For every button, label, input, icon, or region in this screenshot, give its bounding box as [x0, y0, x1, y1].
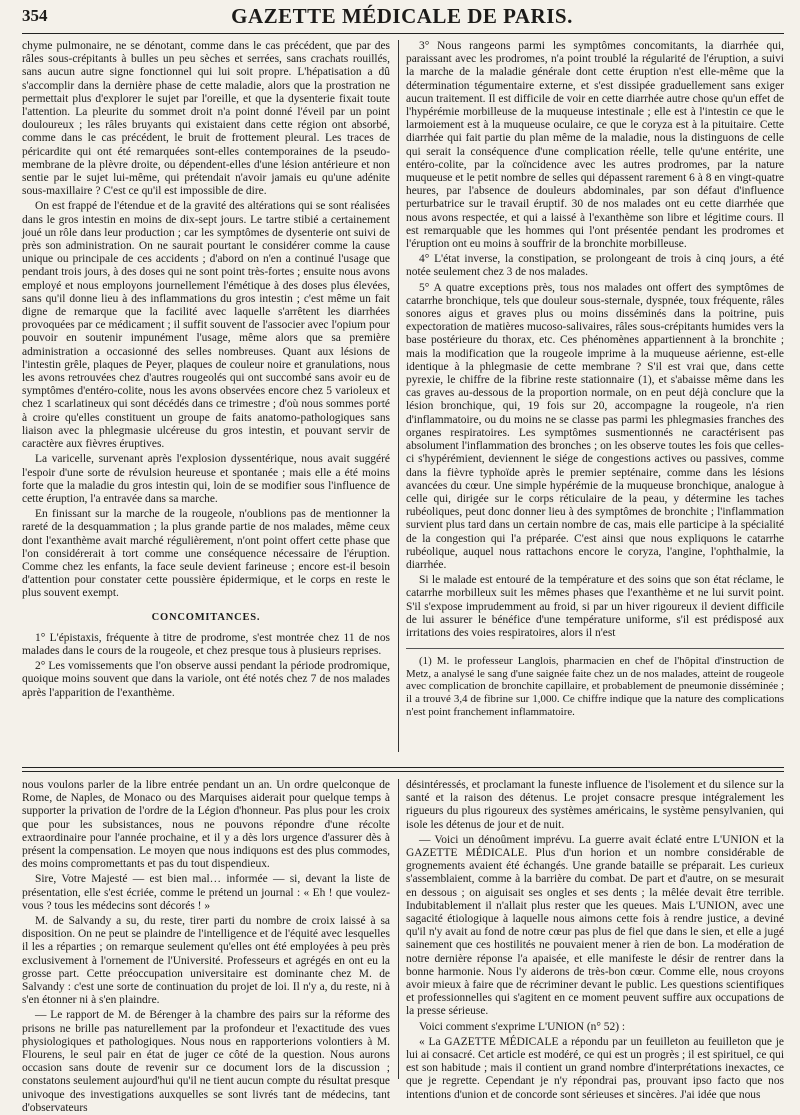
top-column-divider — [398, 40, 399, 752]
paragraph: La varicelle, survenant après l'explosion dyssentérique, nous avait suggéré l'espoir d'une sorte de révulsion heureuse et spontanée ; mais elle a été moins forte que la maladie du gros intestin qui, loin de se modifier sous l'influence de cette éruption, l'a entravée dans sa marche. — [22, 453, 390, 505]
page-number: 354 — [22, 6, 48, 25]
feuilleton-rule-inner — [22, 771, 784, 772]
top-left-column — [22, 40, 390, 752]
paragraph: On est frappé de l'étendue et de la gravité des altérations qui se sont réalisées dans le gros intestin en moins de dix-sept jours. Le tartre stibié a certainement joué un rôle dans leur production ; car les symptômes de dysenterie ont suivi de près son administration. On ne saurait pourtant le considérer comme la cause unique ou principale de ces accidents ; d'abord on n'en a continué l'usage que pendant trois jours, à des doses qui ne sont point très-fortes ; ensuite nous avons employé et nous employons journellement l'émétique à des doses plus élevées, sans qu'il donne lieu à des inflammations du gros intestin ; c'est même un fait digne de remarque que la facilité avec laquelle s'arrêtent les diarrhées provoquées par ce médicament ; il suffit souvent de l'associer avec l'opium pour pouvoir en soutenir impunément l'usage, même alors que sa première administration a occasionné des selles nombreuses. Quant aux lésions de l'intestin grêle, plaques de Peyer, plaques de couleur noire et granulations, nous les avons retrouvées chez d'autres rougeolés qui ont succombé sans avoir eu de symptômes d'entéro-colite, nous les avons observées encore chez 5 varioleux et chez 1 scarlatineux qui sont décédés dans ce trimestre ; d'où nous sommes porté à croire qu'elles constituent un groupe de faits anatomo-pathologiques sans liaison avec la phlegmasie ulcéreuse du gros intestin, et pouvant servir de caractère aux fièvres éruptives. — [22, 200, 390, 451]
paragraph: Sire, Votre Majesté — est bien mal… informée — si, devant la liste de présentation, elle s'est écriée, comme le prétend un journal : « Eh ! que voulez-vous ? tous les médecins sont décorés ! » — [22, 873, 390, 912]
paragraph: 3° Nous rangeons parmi les symptômes concomitants, la diarrhée qui, paraissant avec les prodromes, n'a point troublé la régularité de l'éruption, a suivi la marche de la maladie générale dont cette éruption n'est elle-même que la détermination tégumentaire externe, et s'est dissipée graduellement sans exiger aucun traitement. Il est difficile de voir en cette diarrhée autre chose qu'un effet de l'hypérémie morbilleuse de la muqueuse intestinale ; elle est à l'intestin ce que le larmoiement est à la muqueuse oculaire, ce que le coryza est à la pituitaire. Cette diarrhée qui fait partie du plan même de la maladie, nous la distinguons de celle qui serait la conséquence d'une complication réelle, telle qu'une entérite, une entéro-colite, par la coïncidence avec les autres prodromes, par la nature muqueuse et le petit nombre de selles qui dépassent rarement 6 à 8 en vingt-quatre heures, par l'absence de douleurs abdominales, par son défaut d'influence perturbatrice sur le travail éruptif. 30 de nos malades ont eu cette diarrhée que nous avons respectée, et qui a laissé à l'exanthème son libre et légitime cours. Il est remarquable que les hommes qui l'ont présentée pendant les prodromes et l'éruption ont eu moins à souffrir de la bronchite morbilleuse. — [406, 40, 784, 251]
paragraph: — Voici un dénoûment imprévu. La guerre avait éclaté entre L'UNION et la GAZETTE MÉDICALE. Plus d'un horion et un nombre considérable de grognements avaient été échangés. Une grande bataille se préparait. Les curieux s'assemblaient, comme à la barrière du combat. De part et d'autre, on se mesurait en dessous ; on aiguisait ses ongles et ses dents ; la mêlée devait être terrible. Indubitablement il n'allait plus rester que les queues. Mais L'UNION, avec une sagacité étiologique à laquelle nous aimons cette fois à rendre justice, a deviné qu'il n'y avait au fond de notre cœur pas plus de fiel que dans le sien, et elle a jugé sainement que ces hostilités ne pouvaient mener à rien de bon. La modération de notre dernière réponse l'a apaisée, et elle manifeste le désir de rentrer dans la bonne harmonie. Nous l'y aiderons de très-bon cœur. Comme elle, nous croyons avoir mieux à faire que de récriminer devant le public. Les questions scientifiques et professionnelles qui s'agitent en ce moment peuvent suffire aux occupations de la presse sérieuse. — [406, 833, 784, 1018]
paragraph: chyme pulmonaire, ne se dénotant, comme dans le cas précédent, que par des râles sous-crépitants à bulles un peu sèches et serrées, sans crachats rouillés, sans aucun autre signe fonctionnel qui lui soit propre. L'hépatisation a dû s'accomplir dans la dernière phase de cette maladie, alors que la prostration ne permettait plus d'explorer le sujet par l'oreille, et que la dysenterie fixait toute l'attention. La pleurite du sommet droit n'a point donné l'éveil par un point douloureux ; les râles bruyants qui existaient dans cette région ont absorbé, comme dans le cas précédent, le bruit de frottement pleural. Les traces de péricardite qui ont été remarquées sont-elles contemporaines de la pseudo-membrane de la plèvre droite, ou dépendent-elles d'une lésion antérieure et non sentie par le sujet lui-même, qui prétendait n'avoir jamais eu qu'une adénite sous-maxillaire ? C'est ce qu'il est impossible de dire. — [22, 40, 390, 198]
top-right-column — [406, 40, 784, 752]
paragraph: « La GAZETTE MÉDICALE a répondu par un feuilleton au feuilleton que je lui ai consacré. Cet article est modéré, ce qui est un progrès ; il est spirituel, ce qui est son habitude ; mais il contient un grand nombre d'interprétations inexactes, ce que je regrette. Cependant je n'y répondrai pas, prouvant ipso facto que nos intentions d'union et de concorde sont sérieuses et sincères. J'ai idée que nous — [406, 1035, 784, 1101]
bottom-right-column — [406, 779, 784, 1101]
section-heading: CONCOMITANCES. — [151, 611, 261, 623]
header-rule — [22, 33, 784, 34]
bottom-column-divider — [398, 779, 399, 1079]
bottom-left-column — [22, 779, 390, 1114]
paragraph: nous voulons parler de la libre entrée pendant un an. Un ordre quelconque de Rome, de Naples, de Monaco ou des Marquises aiderait pour quelque temps à supporter la privation de l'ordre de la Légion d'honneur. Pas plus pour les croix que pour les subsistances, nous ne pouvons répondre d'une récolte extraordinaire pour l'année prochaine, et il y a dès lors urgence d'assurer dès à présent la compensation. Le moyen que nous indiquons est des plus commodes, des moins compromettants et pas du tout dispendieux. — [22, 779, 390, 871]
journal-title: GAZETTE MÉDICALE DE PARIS. — [231, 4, 573, 28]
list-item: 2° Les vomissements que l'on observe aussi pendant la période prodromique, quoique moins souvent que dans la variole, ont été notés chez 7 de nos malades après l'apparition de l'exanthème. — [22, 660, 390, 699]
paragraph: 4° L'état inverse, la constipation, se prolongeant de trois à cinq jours, a été notée seulement chez 3 de nos malades. — [406, 253, 784, 279]
list-item: 1° L'épistaxis, fréquente à titre de prodrome, s'est montrée chez 11 de nos malades dans le cours de la rougeole, et chez presque tous à plusieurs reprises. — [22, 631, 390, 657]
footnote — [406, 648, 784, 718]
masthead — [22, 4, 782, 30]
paragraph: 5° A quatre exceptions près, tous nos malades ont offert des symptômes de catarrhe bronchique, tels que douleur sous-sternale, dyspnée, toux fréquente, râles sonores aigus et graves plus ou moins disséminés dans la poitrine, puis expectoration de matières mucoso-salivaires, râles sous-crépitants humides vers la base postérieure du thorax, etc. Ces phénomènes appartiennent à la bronchite ; mais la modification que la rougeole imprime à la muqueuse aérienne, est-elle identique à la phlegmasie de cette membrane ? S'il est vrai que, dans cette pyrexie, le chiffre de la fibrine reste stationnaire (1), et s'abaisse même dans les cas graves au-dessous de la proportion normale, on en peut déjà conclure que la lésion bronchique, qui, 19 fois sur 20, accompagne la rougeole, n'a rien d'inflammatoire, ou du moins ne se classe pas parmi les phlegmasies franches des organes respiratoires. Les symptômes susmentionnés ne caractérisent pas absolument l'inflammation des bronches ; on les observe toutes les fois que celles-ci s'hypérémient, deviennent le siége de congestions actives ou passives, comme dans la fièvre typhoïde après le premier septénaire, comme dans les lésions avancées du cœur. Une simple hypérémie de la muqueuse bronchique, analogue à celle qui, dirigée sur le corps réticulaire de la peau, y détermine les taches rubéoliques, peut donc donner lieu à des symptômes de bronchite ; l'inflammation survient plus tard dans un certain nombre de cas, mais elle participe à la spécialité de la congestion qui l'a préparée. C'est ainsi que nous expliquons le catarrhe rubéolique, auquel nous rattachons encore le coryza, l'angine, l'ophthalmie, la diarrhée. — [406, 281, 784, 571]
paragraph: désintéressés, et proclamant la funeste influence de l'isolement et du silence sur la santé et la raison des détenus. Le projet consacre presque intégralement les rigueurs du plus rigoureux des systèmes américains, le système pensylvanien, qui isole les détenus de jour et de nuit. — [406, 779, 784, 831]
paragraph: — Le rapport de M. de Bérenger à la chambre des pairs sur la réforme des prisons ne brille pas naturellement par la profondeur et l'exactitude des vues physiologiques et pathologiques. Nous nous en rapporterions volontiers à M. Flourens, le seul pair en état de juger ce côté de la question. Nous aurons occasion sans doute de revenir sur ce document lors de la discussion ; constatons seulement aujourd'hui qu'il ne tient aucun compte du résultat presque univoque des investigations auxquelles se sont livrés tant de médecins, tant d'observateurs — [22, 1009, 390, 1114]
feuilleton-rule — [22, 767, 784, 768]
paragraph: En finissant sur la marche de la rougeole, n'oublions pas de mentionner la rareté de la desquammation ; la plus grande partie de nos malades, même ceux dont l'exanthème avait marché régulièrement, n'ont point offert cette phase que l'on considérerait à tort comme une conséquence nécessaire de l'éruption. Comme chez les enfants, la face seule devient farineuse ; encore est-il besoin d'attention pour constater cette poussière épidermique, et le corps en reste le plus souvent exempt. — [22, 508, 390, 600]
paragraph: M. de Salvandy a su, du reste, tirer parti du nombre de croix laissé à sa disposition. On ne peut se plaindre de l'intelligence et de l'équité avec lesquelles il les a réparties ; on remarque seulement qu'elles ont été employées à peu près exclusivement à l'ornement de l'Université. Professeurs et agrégés en ont eu la grosse part. Cette préoccupation universitaire est dominante chez M. de Salvandy : c'est une sorte de continuation du projet de loi. Il n'y a, du reste, ni à s'en étonner ni à s'en plaindre. — [22, 915, 390, 1007]
footnote-text: (1) M. le professeur Langlois, pharmacien en chef de l'hôpital d'instruction de Metz, a analysé le sang d'une saignée faite chez un de nos malades, atteint de rougeole avec complication de bronchite capillaire, et probablement de pneumonie disséminée ; il a trouvé 3,4 de fibrine sur 1,000. Ce chiffre indique que la nature des complications n'est point franchement inflammatoire. — [406, 655, 784, 718]
paragraph: Si le malade est entouré de la température et des soins que son état réclame, le catarrhe morbilleux suit les mêmes phases que l'exanthème et ne lui survit point. S'il s'expose imprudemment au froid, si par un hiver rigoureux il devient difficile de lui assurer le bénéfice d'une température uniforme, s'il est prédisposé aux irritations des voies respiratoires, alors il n'est — [406, 574, 784, 639]
paragraph: Voici comment s'exprime L'UNION (n° 52) : — [419, 1020, 626, 1033]
